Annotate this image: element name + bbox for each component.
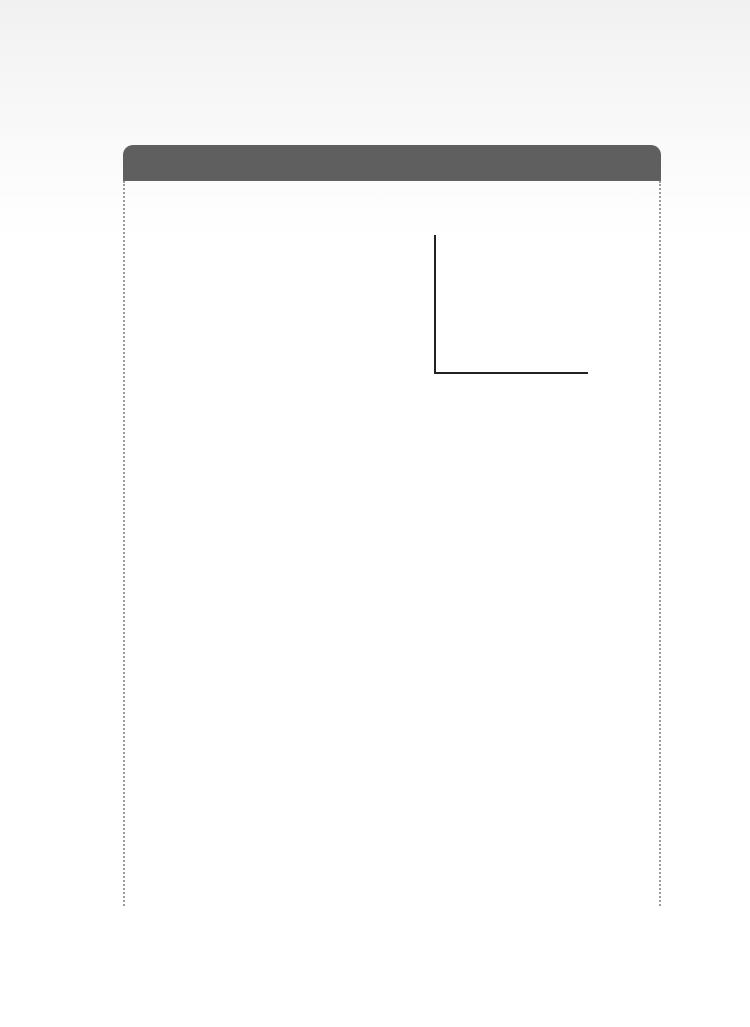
price-yield-chart [428,183,658,393]
chart-svg [428,183,658,393]
section-banner [123,145,661,181]
